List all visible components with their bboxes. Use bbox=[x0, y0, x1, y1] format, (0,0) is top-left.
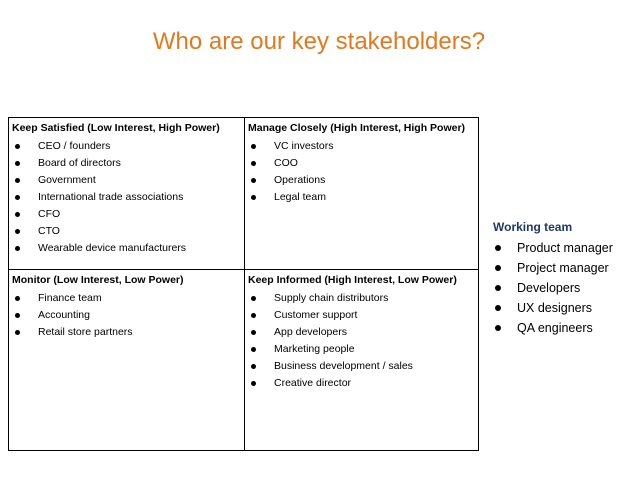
quadrant-keep-satisfied bbox=[9, 118, 244, 269]
list-item bbox=[12, 240, 240, 257]
bullet-icon bbox=[251, 144, 256, 149]
bullet-icon bbox=[251, 364, 256, 369]
list-item bbox=[248, 155, 474, 172]
list-item-label: QA engineers bbox=[517, 321, 593, 335]
list-item-label: Government bbox=[38, 174, 96, 186]
list-item bbox=[493, 278, 638, 298]
list-item-label: CEO / founders bbox=[38, 140, 111, 152]
list-item-label: Legal team bbox=[274, 191, 326, 203]
list-item bbox=[493, 258, 638, 278]
quadrant-list bbox=[248, 138, 474, 206]
list-item bbox=[248, 138, 474, 155]
quadrant-heading: Monitor (Low Interest, Low Power) bbox=[12, 274, 184, 286]
list-item-label: Customer support bbox=[274, 309, 358, 321]
bullet-icon bbox=[495, 305, 501, 311]
list-item bbox=[248, 358, 474, 375]
list-item bbox=[12, 189, 240, 206]
list-item bbox=[12, 138, 240, 155]
list-item bbox=[12, 172, 240, 189]
list-item bbox=[12, 307, 240, 324]
list-item-label: CTO bbox=[38, 225, 60, 237]
list-item bbox=[12, 324, 240, 341]
quadrant-list bbox=[12, 138, 240, 257]
list-item bbox=[248, 189, 474, 206]
list-item-label: Finance team bbox=[38, 292, 102, 304]
list-item-label: Creative director bbox=[274, 377, 352, 389]
list-item-label: Operations bbox=[274, 174, 326, 186]
list-item bbox=[12, 290, 240, 307]
list-item bbox=[248, 375, 474, 392]
list-item-label: International trade associations bbox=[38, 191, 184, 203]
bullet-icon bbox=[251, 161, 256, 166]
bullet-icon bbox=[251, 195, 256, 200]
list-item-label: Accounting bbox=[38, 309, 90, 321]
list-item-label: CFO bbox=[38, 208, 61, 220]
list-item bbox=[248, 307, 474, 324]
list-item-label: COO bbox=[274, 157, 298, 169]
quadrant-list bbox=[248, 290, 474, 392]
bullet-icon bbox=[15, 296, 20, 301]
list-item-label: Business development / sales bbox=[274, 360, 413, 372]
bullet-icon bbox=[251, 296, 256, 301]
bullet-icon bbox=[495, 325, 501, 331]
list-item bbox=[248, 290, 474, 307]
quadrant-heading: Manage Closely (High Interest, High Power) bbox=[248, 122, 466, 134]
quadrant-keep-informed bbox=[245, 270, 478, 450]
list-item-label: App developers bbox=[274, 326, 347, 338]
working-team-list bbox=[493, 238, 638, 338]
quadrant-list bbox=[12, 290, 240, 341]
bullet-icon bbox=[15, 195, 20, 200]
bullet-icon bbox=[15, 229, 20, 234]
bullet-icon bbox=[251, 381, 256, 386]
list-item bbox=[493, 318, 638, 338]
list-item-label: Board of directors bbox=[38, 157, 121, 169]
list-item bbox=[248, 172, 474, 189]
list-item-label: Retail store partners bbox=[38, 326, 133, 338]
bullet-icon bbox=[495, 245, 501, 251]
bullet-icon bbox=[15, 246, 20, 251]
bullet-icon bbox=[495, 285, 501, 291]
bullet-icon bbox=[251, 178, 256, 183]
bullet-icon bbox=[15, 330, 20, 335]
page-title: Who are our key stakeholders? bbox=[152, 28, 486, 55]
bullet-icon bbox=[251, 347, 256, 352]
bullet-icon bbox=[251, 313, 256, 318]
working-team-heading: Working team bbox=[493, 220, 573, 234]
quadrant-monitor bbox=[9, 270, 244, 450]
bullet-icon bbox=[15, 161, 20, 166]
list-item-label: UX designers bbox=[517, 301, 593, 315]
list-item bbox=[12, 155, 240, 172]
list-item bbox=[493, 238, 638, 258]
list-item-label: Product manager bbox=[517, 241, 613, 255]
bullet-icon bbox=[495, 265, 501, 271]
list-item-label: Marketing people bbox=[274, 343, 355, 355]
list-item bbox=[12, 206, 240, 223]
bullet-icon bbox=[251, 330, 256, 335]
bullet-icon bbox=[15, 313, 20, 318]
list-item-label: Supply chain distributors bbox=[274, 292, 389, 304]
list-item bbox=[248, 324, 474, 341]
quadrant-manage-closely bbox=[245, 118, 478, 269]
bullet-icon bbox=[15, 144, 20, 149]
list-item bbox=[493, 298, 638, 318]
bullet-icon bbox=[15, 178, 20, 183]
list-item-label: Project manager bbox=[517, 261, 609, 275]
quadrant-heading: Keep Satisfied (Low Interest, High Power) bbox=[12, 122, 220, 134]
list-item bbox=[12, 223, 240, 240]
working-team-panel bbox=[493, 218, 638, 338]
bullet-icon bbox=[15, 212, 20, 217]
stakeholder-matrix bbox=[8, 117, 479, 451]
list-item-label: Developers bbox=[517, 281, 581, 295]
quadrant-heading: Keep Informed (High Interest, Low Power) bbox=[248, 274, 457, 286]
list-item-label: Wearable device manufacturers bbox=[38, 242, 187, 254]
list-item bbox=[248, 341, 474, 358]
list-item-label: VC investors bbox=[274, 140, 334, 152]
